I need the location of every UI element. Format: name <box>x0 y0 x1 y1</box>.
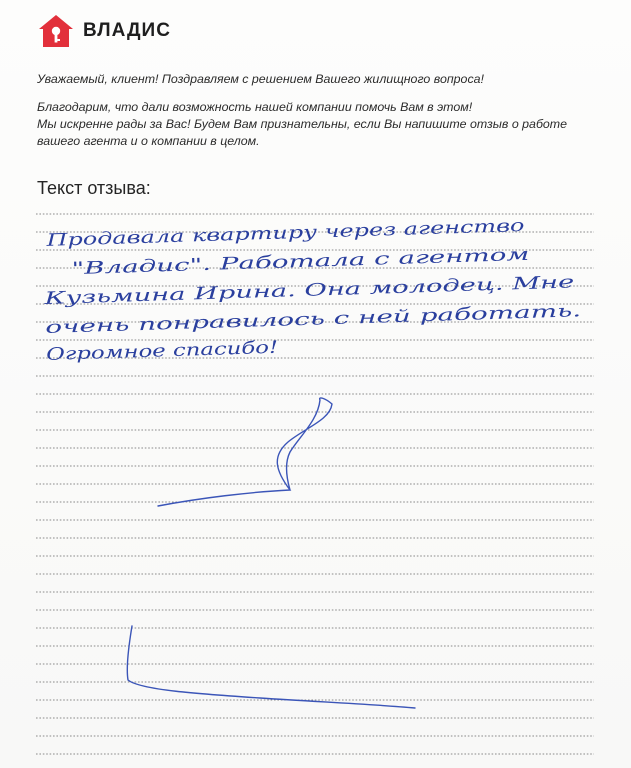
brand-name: ВЛАДИС <box>83 20 171 41</box>
closing-mark <box>127 626 415 708</box>
review-heading: Текст отзыва: <box>37 178 151 198</box>
greeting-text: Уважаемый, клиент! Поздравляем с решением Вашего жилищного вопроса! <box>37 72 484 86</box>
strike-through-mark <box>158 398 332 506</box>
intro-line-2: Мы искренне рады за Вас! Будем Вам признательны, если Вы напишите отзыв о работе <box>37 117 568 131</box>
handwritten-line: Огромное спасибо! <box>45 339 220 366</box>
intro-line-1: Благодарим, что дали возможность нашей компании помочь Вам в этом! <box>37 100 473 114</box>
intro-line-3: вашего агента и о компании в целом. <box>37 134 260 148</box>
handwritten-line: "Владис". Работала с агентом <box>71 250 354 280</box>
handwritten-line: Кузьмина Ирина. Она молодец. Мне <box>44 278 375 310</box>
handwritten-line: Продавала квартиру через агенство <box>46 220 387 251</box>
handwritten-line: очень понравилось с ней работать. <box>45 307 373 339</box>
